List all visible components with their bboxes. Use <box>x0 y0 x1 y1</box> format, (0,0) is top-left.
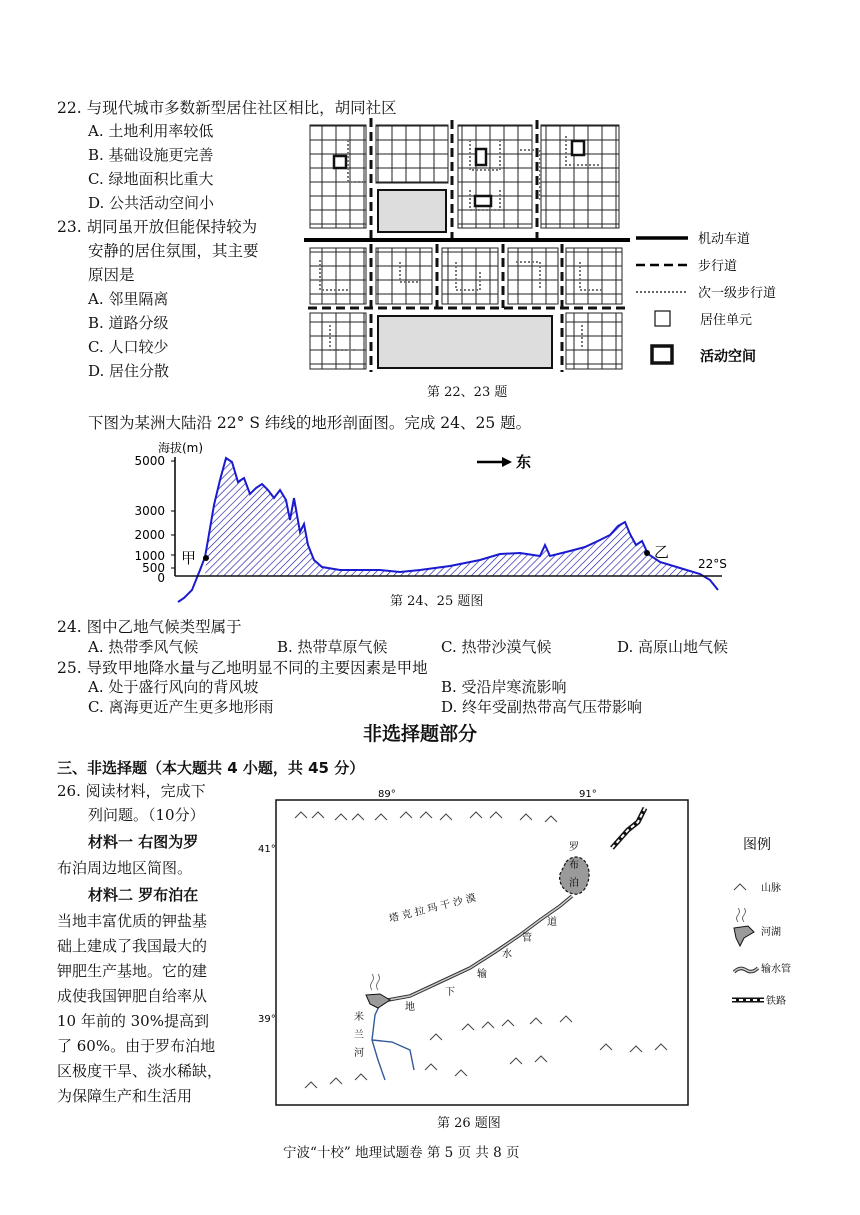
map2-legend-title: 图例 <box>743 837 771 853</box>
q22-option-a: A. 土地利用率较低 <box>88 122 214 140</box>
legend-activity-space: 活动空间 <box>700 349 756 365</box>
legend-mountain: 山脉 <box>761 883 781 894</box>
q23-option-a: A. 邻里隔离 <box>88 290 169 308</box>
svg-text:水: 水 <box>502 949 512 960</box>
svg-text:米: 米 <box>354 1012 364 1023</box>
svg-text:0: 0 <box>157 571 165 585</box>
q25-option-a: A. 处于盛行风向的背风坡 <box>88 678 259 696</box>
page-footer: 宁波“十校” 地理试题卷 第 5 页 共 8 页 <box>283 1145 520 1161</box>
east-label: 东 <box>516 453 532 471</box>
svg-text:地: 地 <box>405 1002 415 1013</box>
profile-terrain-fill <box>205 458 700 576</box>
q24-option-a: A. 热带季风气候 <box>88 638 199 656</box>
open-space-1 <box>378 190 446 232</box>
lop-nur-label <box>569 841 579 889</box>
q26-line-11: 了 60%。由于罗布泊地 <box>57 1037 216 1055</box>
q23-option-b: B. 道路分级 <box>88 314 169 332</box>
svg-text:布: 布 <box>569 860 579 871</box>
svg-text:罗: 罗 <box>569 842 579 853</box>
point-jia-marker <box>203 555 209 561</box>
svg-text:3000: 3000 <box>134 504 165 518</box>
profile-y-ticks <box>134 454 165 585</box>
svg-text:河: 河 <box>354 1048 364 1059</box>
q26-line-9: 成使我国钾肥自给率从 <box>57 987 208 1005</box>
svg-text:下: 下 <box>445 987 455 998</box>
q26-line-7: 础上建成了我国最大的 <box>57 937 208 955</box>
map1-legend <box>636 231 776 365</box>
map2-frame <box>276 800 688 1105</box>
map1-caption: 第 22、23 题 <box>427 385 508 400</box>
hutong-map <box>300 115 800 375</box>
q22-option-d: D. 公共活动空间小 <box>88 194 215 212</box>
svg-text:管: 管 <box>522 933 532 944</box>
lon-91-label: 91° <box>579 789 597 800</box>
legend-motor-road: 机动车道 <box>698 232 751 247</box>
q24-option-b: B. 热带草原气候 <box>277 638 388 656</box>
q26-line-4: 布泊周边地区简图。 <box>57 859 193 877</box>
q22-option-c: C. 绿地面积比重大 <box>88 170 214 188</box>
q22-stem: 22. 与现代城市多数新型居住社区相比，胡同社区 <box>57 99 397 117</box>
open-space-2 <box>378 316 552 368</box>
lon-89-label: 89° <box>378 789 396 800</box>
profile-caption: 第 24、25 题图 <box>390 594 484 609</box>
point-jia-label: 甲 <box>181 549 197 567</box>
lop-nur-map <box>255 783 815 1113</box>
legend-railway: 铁路 <box>766 996 786 1007</box>
q23-option-c: C. 人口较少 <box>88 338 169 356</box>
q23-stem-line2: 安静的居住氛围，其主要 <box>88 242 259 260</box>
svg-text:道: 道 <box>547 917 557 928</box>
latitude-label: 22°S <box>698 557 727 571</box>
q26-line-10: 10 年前的 30%提高到 <box>57 1012 209 1030</box>
map2-caption: 第 26 题图 <box>437 1116 501 1131</box>
q23-stem-line1: 23. 胡同虽开放但能保持较为 <box>57 218 258 236</box>
svg-text:输: 输 <box>477 969 487 980</box>
profile-ylabel: 海拔(m) <box>158 441 204 455</box>
east-arrow-icon <box>502 457 512 467</box>
intro-24-25: 下图为某洲大陆沿 22° S 纬线的地形剖面图。完成 24、25 题。 <box>88 414 532 432</box>
legend-river-lake-icon <box>734 908 754 946</box>
q24-stem: 24. 图中乙地气候类型属于 <box>57 618 242 636</box>
q25-option-c: C. 离海更近产生更多地形雨 <box>88 698 274 716</box>
legend-secondary-footpath: 次一级步行道 <box>698 286 777 301</box>
q24-option-d: D. 高原山地气候 <box>617 638 729 656</box>
section-title: 非选择题部分 <box>363 723 478 745</box>
q25-stem: 25. 导致甲地降水量与乙地明显不同的主要因素是甲地 <box>57 659 428 677</box>
legend-pipeline: 输水管 <box>761 964 791 975</box>
terrain-profile <box>120 435 740 610</box>
q26-line-13: 为保障生产和生活用 <box>57 1087 193 1105</box>
svg-text:兰: 兰 <box>354 1030 364 1041</box>
point-yi-label: 乙 <box>654 543 670 561</box>
lat-41-label: 41° <box>258 844 276 855</box>
legend-residential-unit: 居住单元 <box>700 313 753 328</box>
section-3-heading: 三、非选择题（本大题共 4 小题，共 45 分） <box>57 759 365 777</box>
legend-footpath: 步行道 <box>698 259 738 274</box>
q26-line-3: 材料一 右图为罗 <box>88 833 199 851</box>
svg-text:2000: 2000 <box>134 528 165 542</box>
legend-mountain-icon <box>734 884 746 890</box>
q26-line-8: 钾肥生产基地。它的建 <box>57 962 208 980</box>
river-label <box>354 1010 364 1059</box>
q26-line-6: 当地丰富优质的钾盐基 <box>57 912 208 930</box>
q25-option-d: D. 终年受副热带高气压带影响 <box>441 698 643 716</box>
q26-line-2: 列问题。（10分） <box>88 806 205 824</box>
svg-text:500: 500 <box>142 561 165 575</box>
q23-stem-line3: 原因是 <box>88 266 135 284</box>
q24-option-c: C. 热带沙漠气候 <box>441 638 552 656</box>
desert-label: 塔 克 拉 玛 干 沙 漠 <box>388 892 478 925</box>
svg-text:5000: 5000 <box>134 454 165 468</box>
q25-option-b: B. 受沿岸寒流影响 <box>441 678 567 696</box>
q23-option-d: D. 居住分散 <box>88 362 170 380</box>
q22-option-b: B. 基础设施更完善 <box>88 146 214 164</box>
q26-line-1: 26. 阅读材料，完成下 <box>57 782 206 800</box>
q26-line-5: 材料二 罗布泊在 <box>88 886 199 904</box>
lat-39-label: 39° <box>258 1014 276 1025</box>
legend-river-lake: 河湖 <box>761 927 781 938</box>
point-yi-marker <box>644 550 650 556</box>
q26-line-12: 区极度干旱、淡水稀缺， <box>57 1062 223 1080</box>
svg-text:1000: 1000 <box>134 549 165 563</box>
svg-text:泊: 泊 <box>569 878 579 889</box>
